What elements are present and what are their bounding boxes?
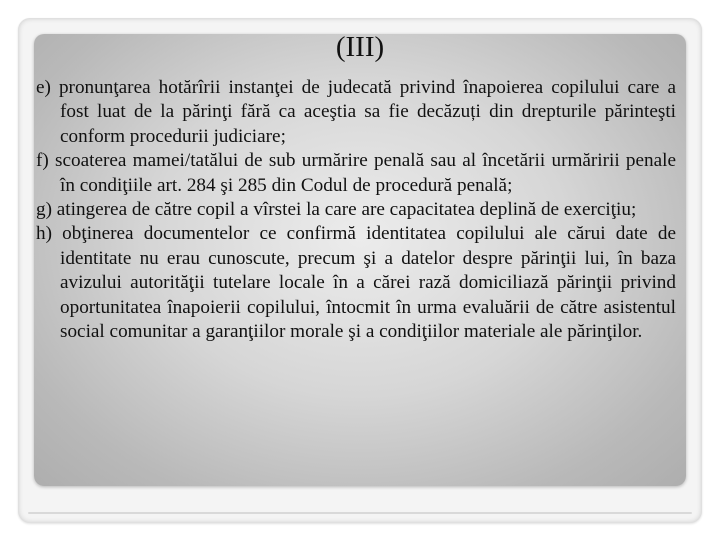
slide-title: (III) — [335, 31, 385, 63]
slide-item-list — [36, 76, 676, 344]
list-item-e: e) pronunţarea hotărîrii instanţei de judecată privind înapoierea copilului care a fost luat de la părinţi fără ca aceştia sa fie decăzuți din drepturile părinteşti conform procedurii judiciare; — [36, 77, 676, 147]
list-item-g: g) atingerea de către copil a vîrstei la care are capacitatea deplină de exerciţiu; — [36, 199, 637, 221]
list-item-h: h) obţinerea documentelor ce confirmă identitatea copilului ale cărui date de identitate nu erau cunoscute, precum şi a datelor despre părinţii lui, în baza avizului autorităţii tutelare locale în a cărei rază domiciliază părinţii privind oportunitatea înapoierii copilului, întocmit în urma evaluării de către asistentul social comunitar a garanţiilor morale şi a condiţiilor materiale ale părinţilor. — [36, 223, 676, 343]
slide-bottom-divider — [28, 512, 692, 514]
list-item-f: f) scoaterea mamei/tatălui de sub urmărire penală sau al încetării urmăririi penale în condiţiile art. 284 şi 285 din Codul de procedură penală; — [36, 150, 676, 196]
